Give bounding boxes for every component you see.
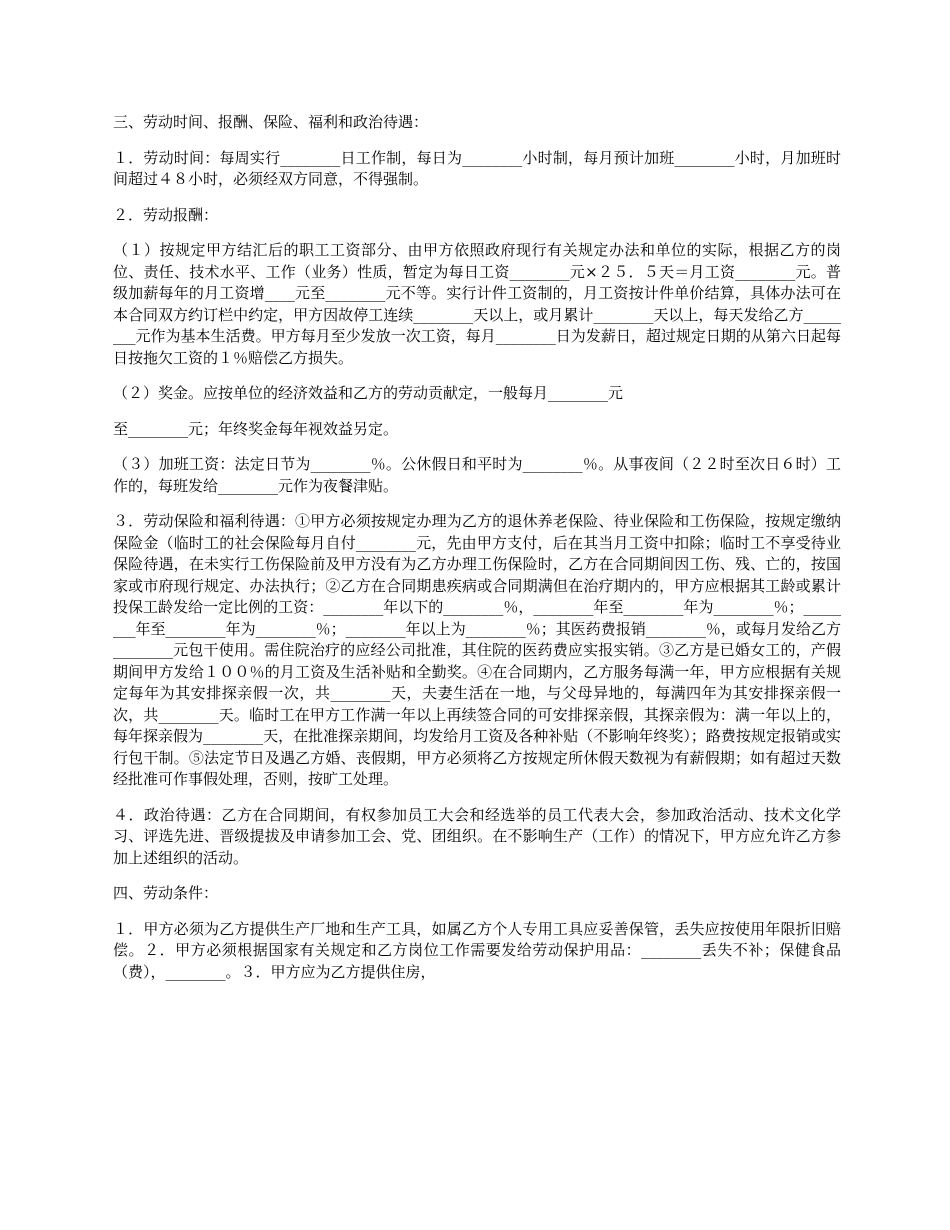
- clause-remuneration-heading: ２．劳动报酬：: [113, 205, 219, 224]
- clause-bonus-continued: 至________元；年终奖金每年视效益另定。: [113, 419, 399, 438]
- clause-working-hours: １．劳动时间：每周实行________日工作制，每日为________小时制，每月预计加班________小时，月加班时间超过４８小时，必须经双方同意，不得强制。: [113, 148, 841, 188]
- clause-wage-details: （１）按规定甲方结汇后的职工工资部分、由甲方依照政府现行有关规定办法和单位的实际，根据乙方的岗位、责任、技术水平、工作（业务）性质，暂定为每日工资________元×２５．５天＝月工资________元。普级加薪每年的月工资增____元至________元不等。实行计件工资制的，月工资按计件单价结算，具体办法可在本合同双方约订栏中约定，甲方因故停工连续________天以上，或月累计________天以上，每天发给乙方________元作为基本生活费。甲方每月至少发放一次工资，每月________日为发薪日，超过规定日期的从第六日起每日按拖欠工资的１％赔偿乙方损失。: [113, 241, 841, 367]
- clause-insurance-welfare: ３．劳动保险和福利待遇：①甲方必须按规定办理为乙方的退休养老保险、待业保险和工伤保险，按规定缴纳保险金（临时工的社会保险每月自付________元，先由甲方支付，后在其当月工资中扣除；临时工不享受待业保险待遇，在未实行工伤保险前及甲方没有为乙方办理工伤保险时，乙方在合同期间因工伤、残、亡的，按国家或市府现行规定、办法执行；②乙方在合同期患疾病或合同期满但在治疗期内的，甲方应根据其工龄或累计投保工龄发给一定比例的工资：________年以下的________％，________年至________年为________％；________年至________年为________％；________年以上为________％；其医药费报销________％，或每月发给乙方________元包干使用。需住院治疗的应经公司批准，其住院的医药费应实报实销。③乙方是已婚女工的，产假期间甲方发给１００％的月工资及生活补贴和全勤奖。④在合同期内，乙方服务每满一年，甲方应根据有关规定每年为其安排探亲假一次，共________天，夫妻生活在一地，与父母异地的，每满四年为其安排探亲假一次，共________天。临时工在甲方工作满一年以上再续签合同的可安排探亲假，其探亲假为：满一年以上的，每年探亲假为________天，在批准探亲期间，均发给月工资及各种补贴（不影响年终奖）；路费按规定报销或实行包干制。⑤法定节日及遇乙方婚、丧假期，甲方必须将乙方按规定所休假天数视为有薪假期；如有超过天数经批准可作事假处理，否则，按旷工处理。: [113, 512, 841, 788]
- clause-political-treatment: ４．政治待遇：乙方在合同期间，有权参加员工大会和经选举的员工代表大会，参加政治活动、技术文化学习、评选先进、晋级提拔及申请参加工会、党、团组织。在不影响生产（工作）的情况下，甲方应允许乙方参加上述组织的活动。: [113, 805, 841, 867]
- clause-overtime-pay: （３）加班工资：法定日节为________％。公休假日和平时为________％。从事夜间（２２时至次日６时）工作的，每班发给________元作为夜餐津贴。: [113, 455, 841, 495]
- section-heading-3: 三、劳动时间、报酬、保险、福利和政治待遇：: [113, 113, 429, 131]
- document-page: [113, 112, 841, 997]
- clause-bonus: （２）奖金。应按单位的经济效益和乙方的劳动贡献定，一般每月________元: [113, 384, 624, 402]
- section-heading-4: 四、劳动条件：: [113, 884, 219, 902]
- clause-working-conditions: １．甲方必须为乙方提供生产厂地和生产工具，如属乙方个人专用工具应妥善保管，丢失应按使用年限折旧赔偿。２．甲方必须根据国家有关规定和乙方岗位工作需要发给劳动保护用品：________丢失不补；保健食品（费），________。３．甲方应为乙方提供住房，: [113, 919, 841, 981]
